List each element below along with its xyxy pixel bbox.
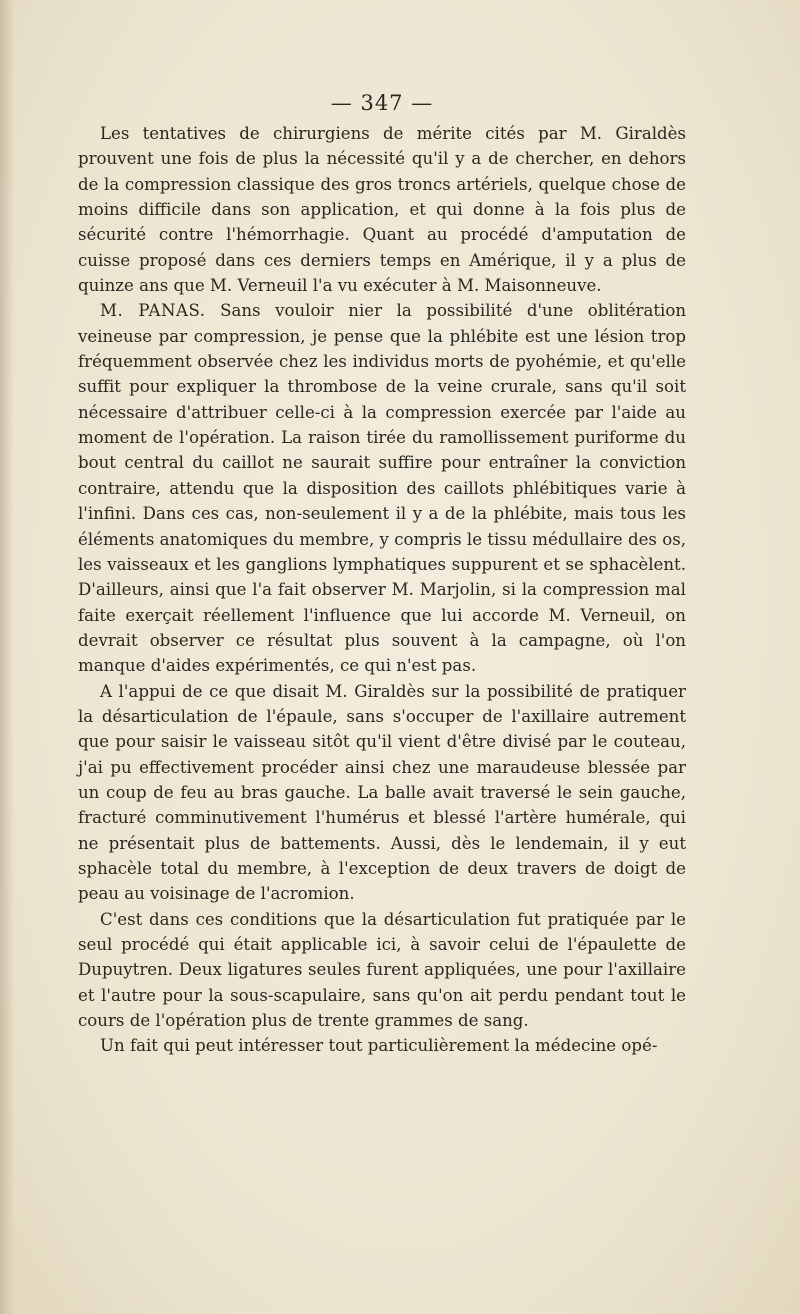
paragraph-3-text: A l'appui de ce que disait M. Giraldès sur la possibilité de pratiquer la désarticulation de l'épaule, sans s'occuper de l'axillaire autrement que pour saisir le vaisseau sitôt qu'il vient d'être divisé par le couteau, j'ai pu effectivement procéder ainsi chez une maraudeuse blessée par un coup de feu au bras gauche. La balle avait traversé le sein gauche, fracturé comminutivement l'humérus et blessé l'artère humérale, qui ne présentait plus de battements. Aussi, dès le lendemain, il y eut sphacèle total du membre, à l'exception de deux travers de doigt de peau au voisinage de l'acromion. bbox=[78, 681, 686, 904]
paragraph-4-text: C'est dans ces conditions que la désarticulation fut pratiquée par le seul procédé qui était applicable ici, à savoir celui de l'épaulette de Dupuytren. Deux ligatures seules furent appliquées, une pour l'axillaire et l'autre pour la sous-scapulaire, sans qu'on ait perdu pendant tout le cours de l'opération plus de trente grammes de sang. bbox=[78, 909, 686, 1031]
paragraph-5 bbox=[78, 1033, 686, 1058]
text-body bbox=[78, 88, 686, 1059]
page-edge-shadow bbox=[0, 0, 14, 1314]
speaker-panas: M. PANAS. bbox=[100, 301, 206, 321]
paragraph-1-text: Les tentatives de chirurgiens de mérite cités par M. Giraldès prouvent une fois de plus la nécessité qu'il y a de chercher, en dehors de la compression classique des gros troncs artériels, quelque chose de moins difficile dans son application, et qui donne à la fois plus de sécurité contre l'hémorrhagie. Quant au procédé d'amputation de cuisse proposé dans ces derniers temps en Amérique, il y a plus de quinze ans que M. Verneuil l'a vu exécuter à M. Maisonneuve. bbox=[78, 124, 686, 296]
paragraph-1 bbox=[78, 121, 686, 298]
page-number: — 347 — bbox=[330, 91, 434, 115]
paragraph-5-text: Un fait qui peut intéresser tout particulièrement la médecine opé- bbox=[100, 1036, 658, 1056]
paragraph-4 bbox=[78, 907, 686, 1034]
paragraph-3 bbox=[78, 679, 686, 907]
paragraph-2 bbox=[78, 298, 686, 678]
paragraph-2-text: Sans vouloir nier la possibilité d'une oblitération veineuse par compression, je pense que la phlébite est une lésion trop fréquemment observée chez les individus morts de pyohémie, et qu'elle suffit pour expliquer la thrombose de la veine crurale, sans qu'il soit nécessaire d'attribuer celle-ci à la compression exercée par l'aide au moment de l'opération. La raison tirée du ramollissement puriforme du bout central du caillot ne saurait suffire pour entraîner la conviction contraire, attendu que la disposition des caillots phlébitiques varie à l'infini. Dans ces cas, non-seulement il y a de la phlébite, mais tous les éléments anatomiques du membre, y compris le tissu médullaire des os, les vaisseaux et les ganglions lymphatiques suppurent et se sphacèlent. D'ailleurs, ainsi que l'a fait observer M. Marjolin, si la compression mal faite exerçait réellement l'influence que lui accorde M. Verneuil, on devrait observer ce résultat plus souvent à la campagne, où l'on manque d'aides expérimentés, ce qui n'est pas. bbox=[78, 301, 687, 676]
